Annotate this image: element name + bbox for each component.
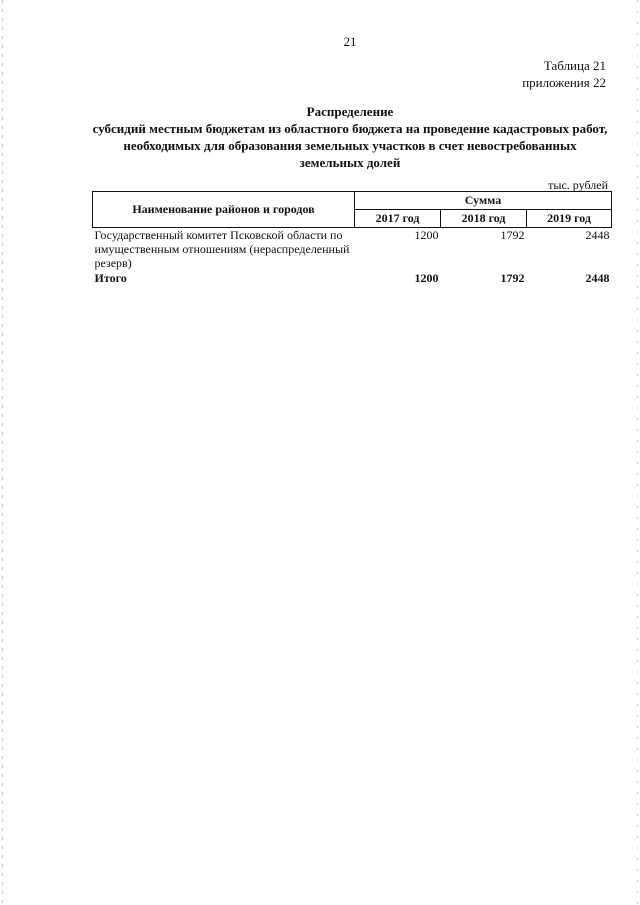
distribution-table [92,191,612,285]
total-row [93,270,612,285]
heading-line-3: земельных долей [299,155,401,170]
column-header-2017: 2017 год [355,210,441,228]
heading-title: Распределение [306,104,394,119]
total-value-2019: 2448 [585,271,610,285]
column-header-2019: 2019 год [527,210,612,228]
table-reference [522,57,606,91]
row-value-2017: 1200 [414,228,439,242]
scan-edge-left [2,0,3,905]
column-header-name: Наименование районов и городов [93,192,355,228]
table-row [93,228,612,271]
column-header-2018: 2018 год [441,210,527,228]
heading-line-2: необходимых для образования земельных участков в счет невостребованных [123,138,577,153]
units-label: тыс. рублей [548,178,608,192]
column-header-sum: Сумма [355,192,612,210]
row-name: Государственный комитет Псковской области по имущественным отношениям (нераспределенный резерв) [94,228,350,270]
row-value-2018: 1792 [500,228,525,242]
scan-edge-right [637,0,638,905]
table-reference-number: Таблица 21 [543,58,606,73]
table-reference-appendix: приложения 22 [522,75,606,90]
table-header-row [93,192,612,210]
heading-line-1: субсидий местным бюджетам из областного бюджета на проведение кадастровых работ, [92,121,608,136]
total-value-2017: 1200 [414,271,439,285]
page-number: 21 [343,34,357,49]
total-value-2018: 1792 [500,271,525,285]
document-heading [90,103,610,171]
row-value-2019: 2448 [585,228,610,242]
total-label: Итого [94,271,127,285]
